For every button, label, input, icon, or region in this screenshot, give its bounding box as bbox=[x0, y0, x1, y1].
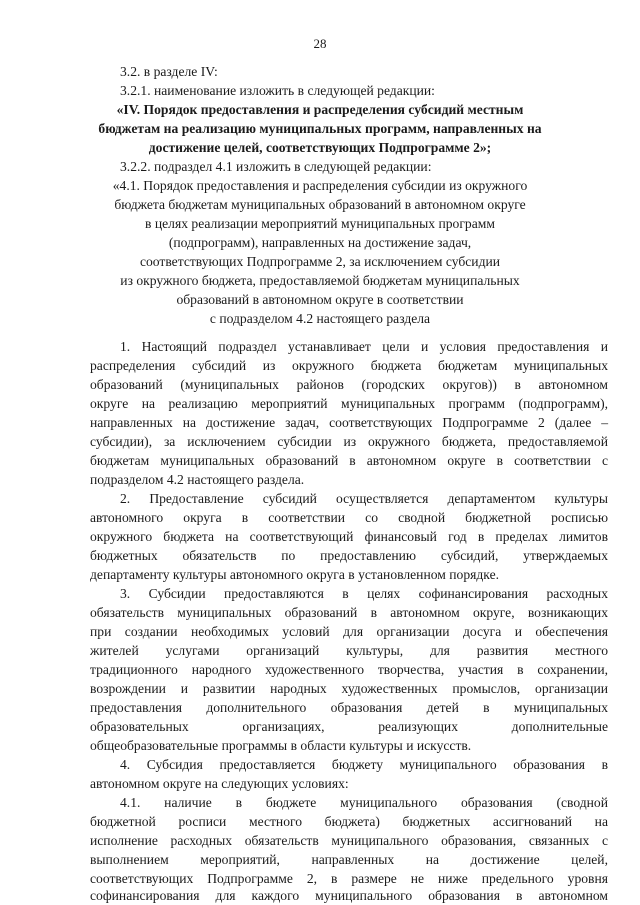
body-line: 3. Субсидии предоставляются в целях софинансирования расходных bbox=[120, 586, 608, 601]
body-line: бюджетной росписи местного бюджета) бюджетных ассигнований на bbox=[90, 814, 608, 829]
subsection-title-line: из окружного бюджета, предоставляемой бюджетам муниципальных bbox=[120, 273, 520, 288]
section-title-line: бюджетам на реализацию муниципальных программ, направленных на bbox=[98, 121, 542, 136]
body-line: автономного округа в соответствии со сводной бюджетной росписью bbox=[90, 510, 608, 525]
body-line: предоставления дополнительного образования детей в муниципальных bbox=[90, 700, 608, 715]
body-line: соответствующих Подпрограмме 2, в размере не ниже предельного уровня bbox=[90, 871, 608, 886]
body-line: 2. Предоставление субсидий осуществляется департаментом культуры bbox=[120, 491, 608, 506]
body-line: субсидии), за исключением субсидии из окружного бюджета, предоставляемой bbox=[90, 434, 608, 449]
body-line: общеобразовательные программы в области культуры и искусств. bbox=[90, 738, 472, 753]
body-line: жителей услугами организаций культуры, для развития местного bbox=[90, 643, 608, 658]
body-line: 4. Субсидия предоставляется бюджету муниципального образования в bbox=[120, 757, 608, 772]
section-heading-line: 3.2. в разделе IV: bbox=[120, 64, 218, 79]
body-line: распределения субсидий из окружного бюджета бюджетам муниципальных bbox=[90, 358, 608, 373]
body-line: возрождении и развитии народных художественных промыслов, организации bbox=[90, 681, 608, 696]
subsection-title-line: соответствующих Подпрограмме 2, за исключением субсидии bbox=[139, 254, 501, 269]
body-line: образовательных организациях, реализующих дополнительные bbox=[90, 719, 608, 734]
body-line: 1. Настоящий подраздел устанавливает цели и условия предоставления и bbox=[120, 339, 608, 354]
body-line: выполнением мероприятий, направленных на достижение целей, bbox=[90, 852, 608, 867]
body-line: образований (муниципальных районов (городских округов)) в автономном bbox=[90, 377, 608, 392]
body-line: обязательств муниципальных образований в автономном округе, возникающих bbox=[90, 605, 608, 620]
body-line: 4.1. наличие в бюджете муниципального образования (сводной bbox=[120, 795, 608, 810]
page-number: 28 bbox=[313, 36, 327, 51]
subsection-title-line: бюджета бюджетам муниципальных образований в автономном округе bbox=[114, 197, 526, 212]
body-line: традиционного народного художественного творчества, участия в сохранении, bbox=[90, 662, 608, 677]
body-line: подразделом 4.2 настоящего раздела. bbox=[90, 472, 305, 487]
body-line: департаменту культуры автономного округа в установленном порядке. bbox=[90, 567, 499, 582]
section-title-line bbox=[0, 138, 640, 157]
section-heading-line: 3.2.1. наименование изложить в следующей редакции: bbox=[120, 83, 435, 98]
body-line: бюджетных обязательств по предоставлению субсидий, утверждаемых bbox=[90, 548, 608, 563]
section-title-bold: достижение целей, соответствующих Подпрограмме 2»; bbox=[148, 140, 492, 155]
body-line: софинансирования для каждого муниципального образования в автономном bbox=[90, 888, 608, 903]
subsection-title-line: в целях реализации мероприятий муниципальных программ bbox=[145, 216, 495, 231]
subsection-title-line: (подпрограмм), направленных на достижение задач, bbox=[168, 235, 472, 250]
body-line: направленных на достижение задач, соответствующих Подпрограмме 2 (далее – bbox=[90, 415, 608, 430]
subsection-title-line: образований в автономном округе в соответствии bbox=[176, 292, 464, 307]
body-line: бюджетам муниципальных образований в автономном округе в соответствии с bbox=[90, 453, 608, 468]
subsection-instruction-line: 3.2.2. подраздел 4.1 изложить в следующей редакции: bbox=[120, 159, 432, 174]
subsection-title-line: с подразделом 4.2 настоящего раздела bbox=[209, 311, 431, 326]
body-line: округе на реализацию мероприятий муниципальных программ (подпрограмм), bbox=[90, 396, 608, 411]
subsection-title-line: «4.1. Порядок предоставления и распределения субсидии из окружного bbox=[112, 178, 528, 193]
body-line: окружного бюджета на соответствующий финансовый год в пределах лимитов bbox=[90, 529, 608, 544]
body-line: автономном округе на следующих условиях: bbox=[90, 776, 349, 791]
section-title-line: «IV. Порядок предоставления и распределения субсидий местным bbox=[116, 102, 524, 117]
body-line: при создании необходимых условий для организации досуга и обеспечения bbox=[90, 624, 608, 639]
body-line: исполнение расходных обязательств муниципального образования, связанных с bbox=[90, 833, 608, 848]
